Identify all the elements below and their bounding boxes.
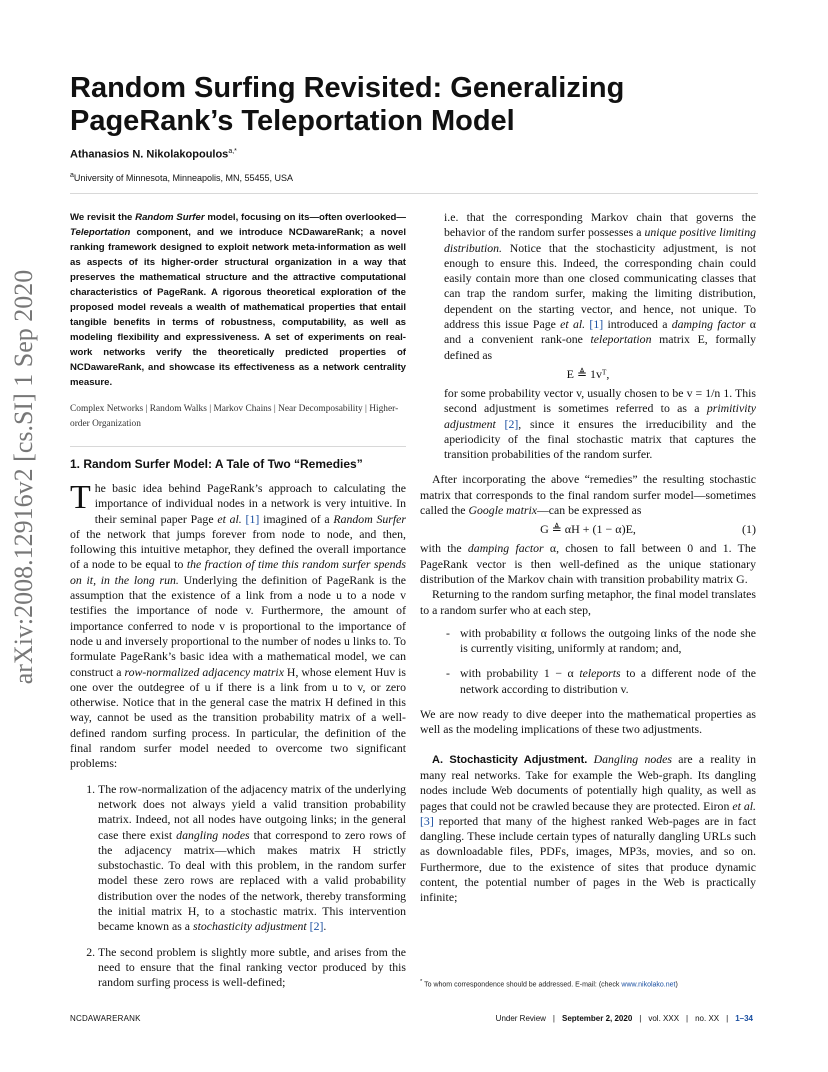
affiliation-mark: a [70, 172, 74, 179]
list-item: 1. The row-normalization of the adjacency matrix of the underlying network does not always yield a valid transition probability matrix. Indeed, not all nodes have outgoing links; in the general case there exist dangling nodes that correspond to zero rows of the adjacency matrix—which makes matrix H strictly substochastic. To deal with this problem, in the random surfer model these zero rows are replaced with a valid probability distribution over the nodes of the network, thereby transforming the initial matrix H, to a stochastic matrix. This intervention became known as a stochasticity adjustment [2]. [98, 782, 406, 935]
keywords: Complex Networks | Random Walks | Markov Chains | Near Decomposability | Higher-order Organization [70, 404, 399, 429]
affiliation-text: University of Minnesota, Minneapolis, MN, 55455, USA [73, 173, 294, 183]
left-column [70, 210, 406, 1001]
paragraph: We are now ready to dive deeper into the mathematical properties as well as the modeling implications of these two adjustments. [420, 707, 756, 737]
paragraph: for some probability vector v, usually chosen to be v = 1/n 1. This second adjustment is sometimes referred to as a primitivity adjustment [2], since it ensures the irreducibility and the aperiodicity of the final stochastic matrix that captures the transition probabilities of the random surfer. [444, 385, 756, 462]
arxiv-stamp: arXiv:2008.12916v2 [cs.SI] 1 Sep 2020 [9, 269, 38, 685]
list-item: 2. The second problem is slightly more subtle, and arises from the need to ensure that the final ranking vector produced by this random surfing process is well-defined; [98, 945, 406, 991]
subsection-heading: A. Stochasticity Adjustment. [432, 753, 588, 766]
citation-link[interactable]: [1] [245, 511, 260, 526]
right-column [420, 210, 756, 906]
author-marks: a,* [228, 148, 237, 155]
surfer-steps-list [420, 626, 756, 697]
problems-list [70, 782, 406, 991]
paragraph: i.e. that the corresponding Markov chain that governs the behavior of the random surfer possesses a unique positive limiting distribution. Notice that the stochasticity adjustment, is not enough to ensure this. Indeed, the corresponding chain could easily contain more than one closed communicating classes that can trap the random surfer, making the limiting distribution, dependent on the starting vector, and hence, not unique. To address this issue Page et al. [1] introduced a damping factor α and a convenient rank-one teleportation matrix E, formally defined as [444, 210, 756, 362]
paragraph: After incorporating the above “remedies” the resulting stochastic matrix that corresponds to the final random surfer model—sometimes called the Google matrix—can be expressed as [420, 472, 756, 518]
paper-title: Random Surfing Revisited: Generalizing PageRank’s Teleportation Model [70, 72, 625, 137]
drop-cap: T [70, 479, 91, 516]
footnote: * To whom correspondence should be addressed. E-mail: (check www.nikolako.net) [420, 979, 678, 989]
list-item: - with probability 1 − α teleports to a different node of the network according to distribution v. [460, 666, 756, 697]
author-line [70, 148, 237, 161]
website-link[interactable]: www.nikolako.net [621, 981, 676, 989]
footer-info: Under Review | September 2, 2020 | vol. XXX | no. XX | 1–34 [495, 1014, 753, 1023]
citation-link[interactable]: [3] [420, 813, 434, 828]
section-heading: 1. Random Surfer Model: A Tale of Two “Remedies” [70, 457, 363, 471]
keywords-divider [70, 446, 406, 447]
citation-link[interactable]: [1] [589, 317, 604, 332]
header-divider [70, 193, 758, 194]
citation-link[interactable]: [2] [504, 416, 519, 431]
citation-link[interactable]: [2] [309, 919, 324, 934]
affiliation [70, 172, 293, 183]
equation-G: G ≜ αH + (1 − α)E, (1) [540, 522, 756, 537]
footer-running-title: NCDAWARERANK [70, 1014, 141, 1023]
list-item: - with probability α follows the outgoing links of the node she is currently visiting, uniformly at random; and, [460, 626, 756, 657]
abstract: We revisit the Random Surfer model, focusing on its—often overlooked—Teleportation component, and we introduce NCDawareRank; a novel ranking framework designed to exploit network meta-information as well as aspects of its higher-order structural organization in a way that preserves the mathematical structure and the attractive computational characteristics of PageRank. A rigorous theoretical exploration of the proposed model reveals a wealth of mathematical properties that entail tangible benefits in terms of robustness, computability, as well as modeling flexibility and expressiveness. A set of experiments on real-work networks verify the theoretically predicted properties of NCDawareRank, and showcase its effectiveness as a network centrality measure. [70, 212, 407, 388]
equation-E: E ≜ 1vᵀ, [566, 366, 610, 381]
intro-paragraph: The basic idea behind PageRank’s approach to calculating the importance of individual nodes in a network is very intuitive. In their seminal paper Page et al. [1] imagined of a Random Surfer of the network that jumps forever from node to node, and then, following this intuitive metaphor, they defined the overall importance of a node to be equal to the fraction of time this random surfer spends on it, in the long run. Underlying the definition of PageRank is the assumption that the existence of a link from a node u to a node v testifies the importance of node v. Furthermore, the amount of importance conferred to node v is proportional to the importance of node u and inversely proportional to the number of nodes u links to. To formulate PageRank’s basic idea with a mathematical model, we can construct a row-normalized adjacency matrix H, whose element Huv is one over the outdegree of u if there is a link from u to v, or zero otherwise. Notice that in the general case the matrix H defined in this way, cannot be used as the transition probability matrix of a well-defined random surfing process. In particular, the definition of the final random surfer model needed to overcome two significant problems: [70, 479, 406, 771]
equation-number: (1) [742, 522, 756, 537]
paragraph: Returning to the random surfing metaphor, the final model translates to a random surfer who at each step, [420, 587, 756, 617]
author-name: Athanasios N. Nikolakopoulos [70, 148, 229, 161]
page-range: 1–34 [735, 1014, 753, 1023]
paragraph: with the damping factor α, chosen to fall between 0 and 1. The PageRank vector is then well-defined as the unique stationary distribution of the Markov chain with transition probability matrix G. [420, 541, 756, 586]
subsection-paragraph: A. Stochasticity Adjustment. Dangling nodes are a reality in many real networks. Take for example the Web-graph. Its dangling nodes include Web documents of potentially high quality, as well as pages that could not be crawled because they are protected. Eiron et al. [3] reported that many of the highest ranked Web-pages are in fact dangling. These include certain types of naturally dangling URLs such as downloadable files, PDFs, images, MP3s, movies, and so on. Furthermore, due to the existence of sites that produce dynamic content, the potential number of pages in the Web is practically infinite; [420, 751, 756, 905]
